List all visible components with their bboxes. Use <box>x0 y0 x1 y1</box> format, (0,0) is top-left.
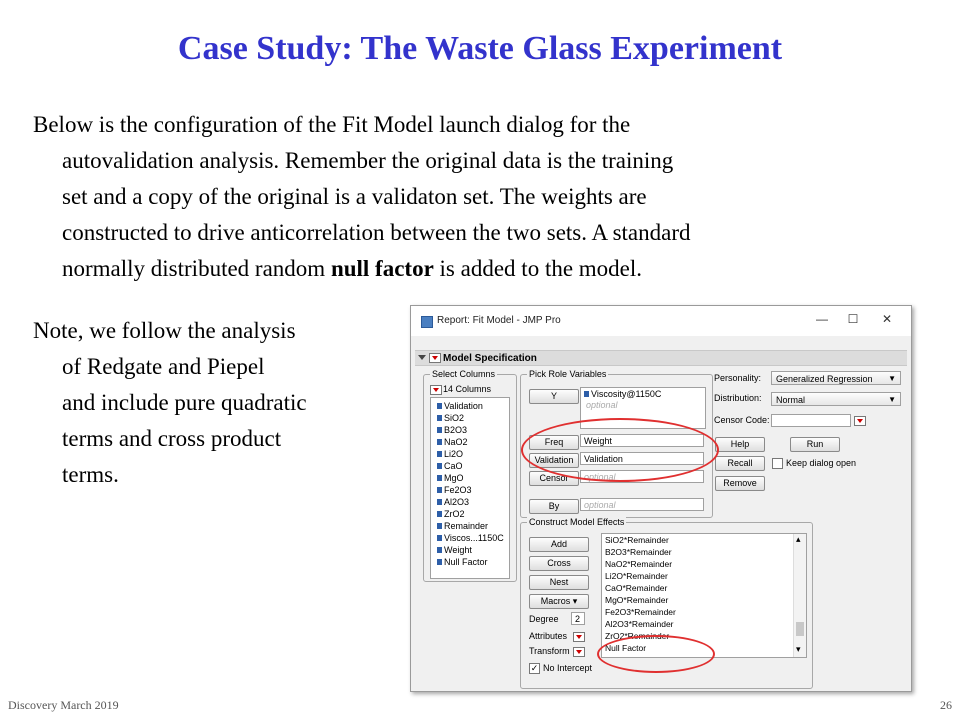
column-item[interactable] <box>437 425 467 435</box>
degree-label: Degree <box>529 614 559 624</box>
freq-role-button[interactable]: Freq <box>529 435 579 450</box>
censor-code-field[interactable] <box>771 414 851 427</box>
effect-item[interactable]: NaO2*Remainder <box>605 559 673 569</box>
column-name: Li2O <box>444 449 464 459</box>
intro-line-2: autovalidation analysis. Remember the original data is the training <box>62 148 674 173</box>
validation-role-field[interactable]: Validation <box>580 452 704 465</box>
cross-button[interactable]: Cross <box>529 556 589 571</box>
columns-count: 14 Columns <box>443 384 492 394</box>
scroll-up-icon[interactable]: ▴ <box>796 534 801 544</box>
continuous-icon <box>437 499 442 505</box>
column-name: CaO <box>444 461 463 471</box>
intro-line-3: set and a copy of the original is a validaton set. The weights are <box>62 184 647 209</box>
help-button[interactable]: Help <box>715 437 765 452</box>
effect-item[interactable]: B2O3*Remainder <box>605 547 672 557</box>
continuous-icon <box>437 403 442 409</box>
scroll-thumb[interactable] <box>796 622 804 636</box>
columns-list[interactable] <box>430 397 510 579</box>
note-line-5: terms. <box>62 462 119 487</box>
effect-item[interactable]: Fe2O3*Remainder <box>605 607 676 617</box>
by-role-field[interactable] <box>580 498 704 511</box>
continuous-icon <box>437 559 442 565</box>
personality-label: Personality: <box>714 373 762 383</box>
macros-button[interactable]: Macros ▾ <box>529 594 589 609</box>
scroll-down-icon[interactable]: ▾ <box>796 644 801 654</box>
freq-role-field[interactable]: Weight <box>580 434 704 447</box>
keep-dialog-label: Keep dialog open <box>786 458 857 468</box>
select-columns-label: Select Columns <box>432 369 496 379</box>
column-name: Null Factor <box>444 557 488 567</box>
personality-value: Generalized Regression <box>776 374 873 384</box>
column-name: Remainder <box>444 521 489 531</box>
by-optional: optional <box>584 500 616 510</box>
column-item[interactable] <box>437 437 468 447</box>
column-item[interactable] <box>437 521 488 531</box>
effect-item[interactable]: CaO*Remainder <box>605 583 668 593</box>
continuous-icon <box>437 451 442 457</box>
red-triangle-menu-icon[interactable] <box>429 353 441 363</box>
continuous-icon <box>437 547 442 553</box>
add-button[interactable]: Add <box>529 537 589 552</box>
no-intercept-checkbox[interactable]: ✓ <box>530 663 539 673</box>
fit-model-window <box>410 305 912 692</box>
column-item[interactable] <box>437 533 504 543</box>
column-name: Fe2O3 <box>444 485 472 495</box>
roles-highlight-oval <box>521 418 719 482</box>
continuous-icon <box>437 439 442 445</box>
column-item[interactable] <box>437 473 464 483</box>
continuous-icon <box>437 463 442 469</box>
intro-line-5-post: is added to the model. <box>433 256 643 281</box>
note-line-2: of Redgate and Piepel <box>62 354 265 379</box>
censor-role-button[interactable]: Censor <box>529 471 579 486</box>
column-name: Al2O3 <box>444 497 470 507</box>
distribution-select[interactable] <box>771 392 901 406</box>
column-item[interactable] <box>437 557 488 567</box>
pick-roles-label: Pick Role Variables <box>529 369 607 379</box>
note-line-4: terms and cross product <box>62 426 282 451</box>
continuous-icon <box>437 535 442 541</box>
column-name: SiO2 <box>444 413 465 423</box>
maximize-button[interactable]: ☐ <box>847 312 859 326</box>
attributes-menu-icon[interactable] <box>573 632 585 642</box>
intro-line-5 <box>33 251 938 287</box>
continuous-icon <box>437 511 442 517</box>
column-name: MgO <box>444 473 464 483</box>
keep-dialog-checkbox[interactable] <box>772 458 783 469</box>
continuous-icon <box>437 415 442 421</box>
y-role-button[interactable]: Y <box>529 389 579 404</box>
transform-label: Transform <box>529 646 570 656</box>
intro-line-4: constructed to drive anticorrelation between the two sets. A standard <box>62 220 691 245</box>
footer-text: Discovery March 2019 <box>8 698 119 712</box>
continuous-icon <box>437 523 442 529</box>
slide-title: Case Study: The Waste Glass Experiment <box>177 30 783 67</box>
chevron-down-icon: ▼ <box>888 395 896 404</box>
effect-item[interactable]: SiO2*Remainder <box>605 535 669 545</box>
continuous-icon <box>584 391 589 397</box>
column-item[interactable] <box>437 401 483 411</box>
by-role-button[interactable]: By <box>529 499 579 514</box>
column-item[interactable] <box>437 413 464 423</box>
column-item[interactable] <box>437 545 472 555</box>
window-title: Report: Fit Model - JMP Pro <box>437 315 561 326</box>
effect-item[interactable]: Null Factor <box>605 643 647 653</box>
nest-button[interactable]: Nest <box>529 575 589 590</box>
note-line-1: Note, we follow the analysis <box>33 318 296 343</box>
intro-line-1: Below is the configuration of the Fit Model launch dialog for the <box>33 112 631 137</box>
column-item[interactable] <box>437 461 463 471</box>
disclosure-triangle-icon[interactable] <box>418 355 426 360</box>
column-item[interactable] <box>437 497 469 507</box>
column-name: ZrO2 <box>444 509 465 519</box>
null-factor-highlight-oval <box>597 635 715 673</box>
intro-line-5-pre: normally distributed random <box>62 256 331 281</box>
run-button[interactable]: Run <box>790 437 840 452</box>
jmp-app-icon <box>421 316 433 328</box>
effect-item[interactable]: ZrO2*Remainder <box>605 631 670 641</box>
continuous-icon <box>437 487 442 493</box>
censor-code-label: Censor Code: <box>714 415 770 425</box>
columns-menu-icon[interactable] <box>430 385 442 395</box>
continuous-icon <box>437 427 442 433</box>
distribution-label: Distribution: <box>714 393 762 403</box>
intro-paragraph <box>33 107 938 287</box>
column-name: NaO2 <box>444 437 468 447</box>
y-role-item[interactable] <box>584 389 661 399</box>
transform-menu-icon[interactable] <box>573 647 585 657</box>
window-titlebar <box>411 306 911 336</box>
column-item[interactable] <box>437 509 465 519</box>
personality-select[interactable] <box>771 371 901 385</box>
column-name: Viscos...1150C <box>444 533 504 543</box>
chevron-down-icon: ▼ <box>888 374 896 383</box>
column-name: B2O3 <box>444 425 468 435</box>
y-role-value: Viscosity@1150C <box>591 389 662 399</box>
column-name: Validation <box>444 401 483 411</box>
construct-effects-label: Construct Model Effects <box>529 517 625 527</box>
column-item[interactable] <box>437 449 463 459</box>
distribution-value: Normal <box>776 395 806 405</box>
remove-button[interactable]: Remove <box>715 476 765 491</box>
null-factor-emphasis: null factor <box>330 256 434 281</box>
section-title: Model Specification <box>443 353 537 364</box>
column-item[interactable] <box>437 485 472 495</box>
effect-item[interactable]: Li2O*Remainder <box>605 571 668 581</box>
close-button[interactable]: ✕ <box>881 312 893 326</box>
column-name: Weight <box>444 545 472 555</box>
note-line-3: and include pure quadratic <box>62 390 307 415</box>
select-columns-group <box>423 369 517 582</box>
censor-code-menu-icon[interactable] <box>854 416 866 426</box>
effects-scrollbar[interactable] <box>793 534 806 657</box>
recall-button[interactable]: Recall <box>715 456 765 471</box>
censor-optional: optional <box>584 472 616 482</box>
minimize-button[interactable]: — <box>816 312 828 326</box>
validation-role-button[interactable]: Validation <box>529 453 579 468</box>
model-spec-header[interactable] <box>415 350 907 366</box>
slide-number: 26 <box>940 698 952 712</box>
continuous-icon <box>437 475 442 481</box>
effect-item[interactable]: MgO*Remainder <box>605 595 669 605</box>
degree-field[interactable]: 2 <box>571 612 585 625</box>
no-intercept-label: No Intercept <box>543 663 593 673</box>
y-role-optional: optional <box>586 400 618 410</box>
attributes-label: Attributes <box>529 631 568 641</box>
effect-item[interactable]: Al2O3*Remainder <box>605 619 674 629</box>
